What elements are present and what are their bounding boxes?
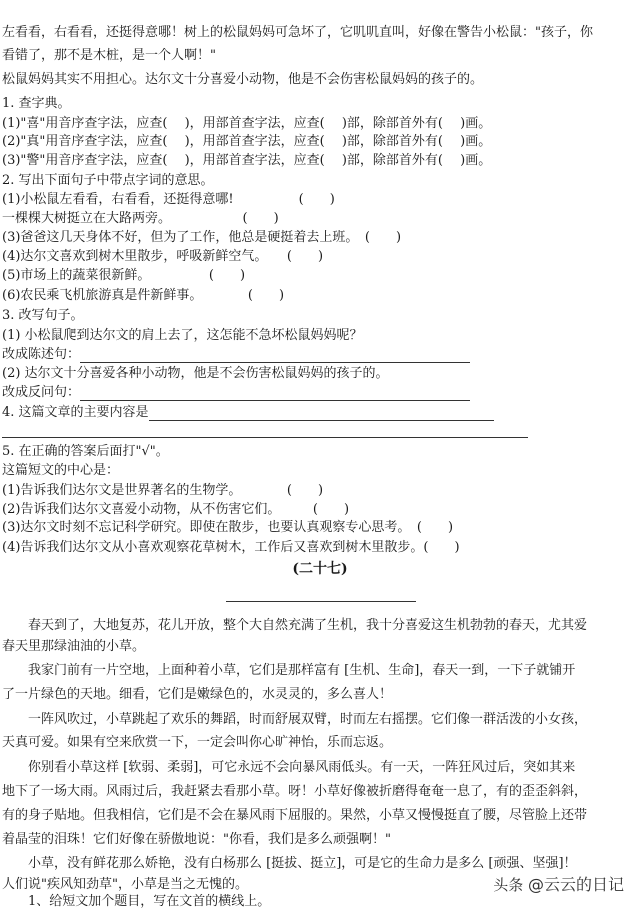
question-5-item: (4)告诉我们达尔文从小喜欢观察花草树木，工作后又喜欢到树木里散步。( ) xyxy=(2,540,460,555)
story-line: 了一片绿色的天地。细看，它们是嫩绿色的，水灵灵的，多么喜人！ xyxy=(2,687,393,702)
question-3-item: (2) 达尔文十分喜爱各种小动物，他是不会伤害松鼠妈妈的孩子的。 xyxy=(2,366,389,381)
question-1-item: (2)"真"用音序查字法，应查( )，用部首查字法，应查( )部，除部首外有( )画。 xyxy=(2,134,492,149)
question-2-item: (1)小松鼠左看看，右看看，还挺得意哪! ( ) xyxy=(2,192,335,207)
question-3-heading: 3. 改写句子。 xyxy=(2,308,84,323)
question-3-item: (1) 小松鼠爬到达尔文的肩上去了，这怎能不急坏松鼠妈妈呢？ xyxy=(2,328,363,343)
question-2-item: (3)爸爸这几天身体不好，但为了工作，他总是硬挺着去上班。 ( ) xyxy=(2,230,402,245)
answer-row xyxy=(2,404,494,421)
question-1-heading: 1. 查字典。 xyxy=(2,96,71,111)
question-2-heading: 2. 写出下面句子中带点字词的意思。 xyxy=(2,173,214,188)
question-5-item: (2)告诉我们达尔文喜爱小动物，从不伤害它们。 ( ) xyxy=(2,502,350,517)
question-4-heading: 4. 这篇文章的主要内容是 xyxy=(2,405,149,420)
watermark xyxy=(493,872,624,895)
watermark-handle: @云云的日记 xyxy=(527,875,624,894)
answer-blank[interactable] xyxy=(80,348,470,363)
story-question: 1、给短文加个题目，写在文首的横线上。 xyxy=(28,894,271,909)
question-2-item: (4)达尔文喜欢到树木里散步，呼吸新鲜空气。 ( ) xyxy=(2,249,324,264)
watermark-prefix: 头条 xyxy=(493,876,524,894)
section-title: (二十七) xyxy=(292,561,348,577)
para-line: 看错了，那不是木桩，是一个人啊！" xyxy=(2,48,216,63)
title-blank-rule[interactable] xyxy=(226,601,416,602)
answer-label: 改成陈述句： xyxy=(2,347,81,362)
question-5-item: (1)告诉我们达尔文是世界著名的生物学。 ( ) xyxy=(2,483,324,498)
para-line: 左看看，右看看，还挺得意哪！树上的松鼠妈妈可急坏了，它叽叽直叫，好像在警告小松鼠："孩子，你 xyxy=(2,25,593,40)
story-line: 你别看小草这样 [软弱、柔弱]，可它永远不会向暴风雨低头。有一天，一阵狂风过后，突如其来 xyxy=(28,760,576,775)
story-line: 天真可爱。如果有空来欣赏一下，一定会叫你心旷神怡，乐而忘返。 xyxy=(2,735,393,750)
question-1-item: (1)"喜"用音序查字法，应查( )，用部首查字法，应查( )部，除部首外有( )画。 xyxy=(2,116,492,131)
answer-rule[interactable] xyxy=(2,437,528,438)
question-2-item: 一棵棵大树挺立在大路两旁。 ( ) xyxy=(2,211,279,226)
story-line: 着晶莹的泪珠！它们好像在骄傲地说："你看，我们是多么顽强啊！" xyxy=(2,832,391,847)
story-line: 地下了一场大雨。风雨过后，我赶紧去看那小草。呀！小草好像被折磨得奄奄一息了，有的歪歪斜斜， xyxy=(2,784,588,799)
story-line: 春天到了，大地复苏，花儿开放，整个大自然充满了生机，我十分喜爱这生机勃勃的春天，尤其爱 xyxy=(28,618,588,633)
story-line: 小草，没有鲜花那么娇艳，没有白杨那么 [挺拔、挺立]，可是它的生命力是多么 [顽强、坚强]！ xyxy=(28,856,577,871)
story-line: 有的身子贴地。但我相信，它们是不会在暴风雨下屈服的。果然，小草又慢慢挺直了腰，尽管脸上还带 xyxy=(2,808,588,823)
story-line: 一阵风吹过，小草跳起了欢乐的舞蹈，时而舒展双臂，时而左右摇摆。它们像一群活泼的小女孩， xyxy=(28,712,588,727)
question-5-intro: 这篇短文的中心是： xyxy=(2,463,120,478)
answer-row xyxy=(2,384,470,401)
story-line: 人们说"疾风知劲草"，小草是当之无愧的。 xyxy=(2,877,248,892)
question-1-item: (3)"警"用音序查字法，应查( )，用部首查字法，应查( )部，除部首外有( )画。 xyxy=(2,153,492,168)
story-line: 春天里那绿油油的小草。 xyxy=(2,639,146,654)
question-5-item: (3)达尔文时刻不忘记科学研究。即使在散步，也要认真观察专心思考。 ( ) xyxy=(2,520,454,535)
answer-label: 改成反问句： xyxy=(2,385,81,400)
question-2-item: (5)市场上的蔬菜很新鲜。 ( ) xyxy=(2,268,246,283)
question-2-item: (6)农民乘飞机旅游真是件新鲜事。 ( ) xyxy=(2,288,285,303)
para-line: 松鼠妈妈其实不用担心。达尔文十分喜爱小动物，他是不会伤害松鼠妈妈的孩子的。 xyxy=(2,72,484,87)
question-5-heading: 5. 在正确的答案后面打"√"。 xyxy=(2,444,169,459)
answer-blank[interactable] xyxy=(149,406,494,421)
answer-blank[interactable] xyxy=(80,386,470,401)
answer-row xyxy=(2,346,470,363)
story-line: 我家门前有一片空地，上面种着小草，它们是那样富有 [生机、生命]，春天一到，一下子就铺开 xyxy=(28,663,576,678)
